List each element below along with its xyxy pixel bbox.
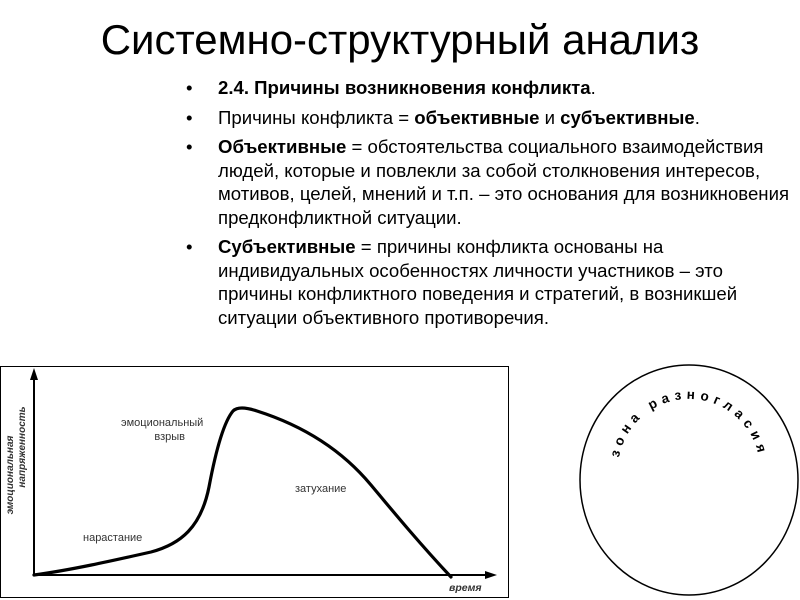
phase-decay-label: затухание [295,483,347,495]
bullet-text: Причины конфликта = [218,106,415,128]
phase-peak-label-line1: эмоциональный [121,417,204,429]
bullet-text: и [539,106,561,128]
bullet-dot: • [186,236,193,257]
tension-curve [34,408,451,577]
y-axis-label-line2: напряженность [17,406,28,488]
bullet-item [184,235,790,329]
bullet-text: . [694,106,700,128]
graph-svg [1,367,508,597]
zone-svg [578,362,800,598]
slide-title: Системно-структурный анализ [100,16,700,63]
bullet-text: . [590,77,596,98]
bullet-bold-text: объективные [414,106,540,128]
bullet-dot: • [186,136,193,157]
bullet-item [184,76,790,100]
phase-peak-label-line2: взрыв [154,431,185,443]
y-axis-arrow [30,368,38,380]
bullet-dot: • [186,77,193,98]
x-axis-arrow [485,571,497,579]
conflict-dynamics-graph [0,366,509,598]
bullet-text: = обстоятельства социального взаимодействия людей, которые и повлекли за собой столкновения интересов, мотивов, целей, мнений и т.п. – это основания для возникновения предконфликтной ситуации. [218,136,790,228]
phase-rise-label: нарастание [83,532,143,544]
disagreement-zone [578,362,800,598]
bullet-bold-text: Субъективные [218,236,356,257]
bullet-bold-text: субъективные [560,106,695,128]
x-axis-label: время [449,582,482,594]
bullet-item [184,106,790,130]
zone-label-path: зона разногласия [607,386,771,459]
bullet-bold-text: Объективные [218,136,347,157]
bullet-text: = причины конфликта основаны на индивидуальных особенностях личности участников – это причины конфликтного поведения и стратегий, в возникшей ситуации объективного противоречия. [218,236,738,328]
y-axis-label-line1: эмоциональная [5,435,16,515]
bullet-list [184,76,790,335]
bullet-bold-text: 2.4. Причины возникновения конфликта [218,77,591,98]
bullet-dot: • [186,106,193,128]
bullet-item [184,135,790,229]
